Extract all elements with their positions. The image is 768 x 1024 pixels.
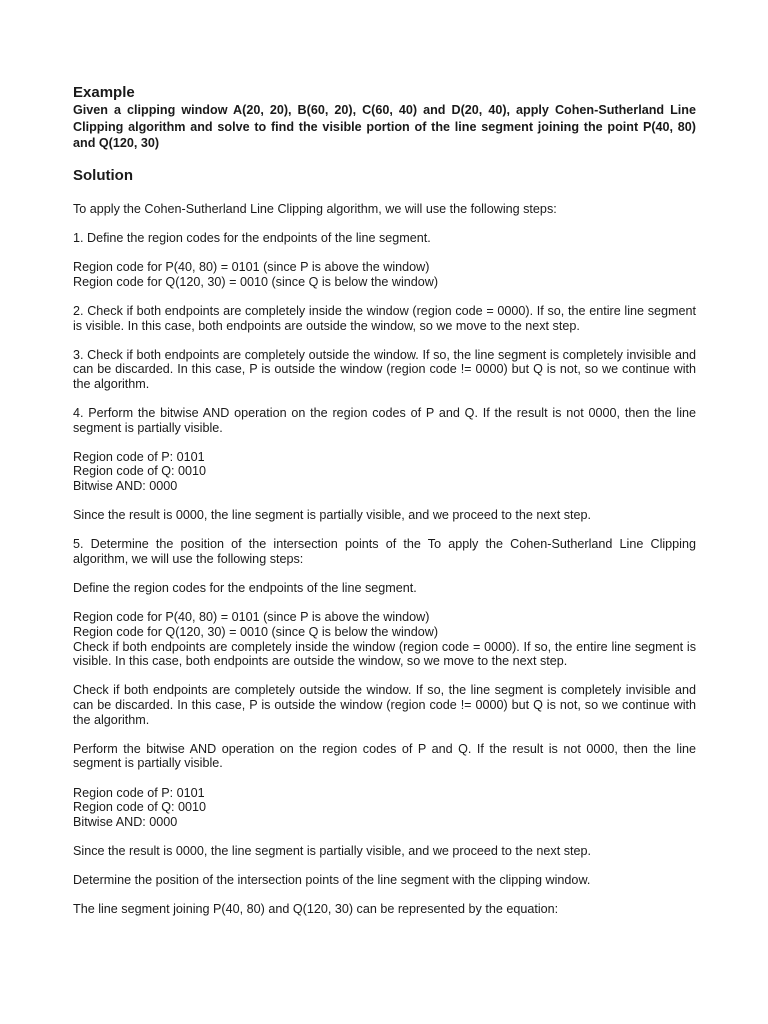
intersection-paragraph: Determine the position of the intersection points of the line segment with the clipping window. xyxy=(73,873,591,888)
bitwise-block xyxy=(73,450,696,494)
region-code-q-line: Region code for Q(120, 30) = 0010 (since Q is below the window) xyxy=(73,274,439,289)
region-code-of-p-line: Region code of P: 0101 xyxy=(73,449,205,464)
solution-heading: Solution xyxy=(73,166,133,184)
result-paragraph: Since the result is 0000, the line segment is partially visible, and we proceed to the next step. xyxy=(73,508,592,523)
equation-intro-paragraph: The line segment joining P(40, 80) and Q(120, 30) can be represented by the equation: xyxy=(73,902,559,917)
check-outside-paragraph: Check if both endpoints are completely outside the window. If so, the line segment is completely invisible and can be discarded. In this case, P is outside the window (region code != 0000) but Q is not, so we continue with the algorithm. xyxy=(73,683,696,727)
step-4-paragraph: 4. Perform the bitwise AND operation on the region codes of P and Q. If the result is not 0000, then the line segment is partially visible. xyxy=(73,406,696,435)
region-code-p-line: Region code for P(40, 80) = 0101 (since P is above the window) xyxy=(73,260,430,275)
region-codes-block-repeat xyxy=(73,610,696,668)
bitwise-block-repeat xyxy=(73,786,696,830)
region-code-of-q-line-repeat: Region code of Q: 0010 xyxy=(73,800,207,815)
check-inside-paragraph: Check if both endpoints are completely inside the window (region code = 0000). If so, the entire line segment is visible. In this case, both endpoints are outside the window, so we move to the next step. xyxy=(73,639,696,669)
intro-paragraph: To apply the Cohen-Sutherland Line Clipping algorithm, we will use the following steps: xyxy=(73,201,557,216)
step-5-paragraph: 5. Determine the position of the intersection points of the To apply the Cohen-Sutherland Line Clipping algorithm, we will use the following steps: xyxy=(73,537,696,567)
region-code-of-p-line-repeat: Region code of P: 0101 xyxy=(73,785,205,800)
step-2-paragraph: 2. Check if both endpoints are completely inside the window (region code = 0000). If so, the entire line segment is visible. In this case, both endpoints are outside the window, so we move to the next step. xyxy=(73,303,696,333)
result-paragraph-repeat: Since the result is 0000, the line segment is partially visible, and we proceed to the next step. xyxy=(73,843,592,858)
document-content xyxy=(73,84,696,917)
example-heading: Example xyxy=(73,84,135,101)
bitwise-and-line-repeat: Bitwise AND: 0000 xyxy=(73,814,178,829)
step-1-paragraph: 1. Define the region codes for the endpoints of the line segment. xyxy=(73,230,431,245)
region-code-q-line-repeat: Region code for Q(120, 30) = 0010 (since Q is below the window) xyxy=(73,625,439,639)
bitwise-and-paragraph: Perform the bitwise AND operation on the region codes of P and Q. If the result is not 0000, then the line segment is partially visible. xyxy=(73,741,696,771)
bitwise-and-line: Bitwise AND: 0000 xyxy=(73,479,178,494)
region-code-p-line-repeat: Region code for P(40, 80) = 0101 (since P is above the window) xyxy=(73,610,430,625)
define-region-codes-paragraph: Define the region codes for the endpoints of the line segment. xyxy=(73,581,417,596)
problem-statement: Given a clipping window A(20, 20), B(60, 20), C(60, 40) and D(20, 40), apply Cohen-Sutherland Line Clipping algorithm and solve to find the visible portion of the line segment joining the point P(40, 80) and Q(120, 30) xyxy=(73,103,696,151)
step-3-paragraph: 3. Check if both endpoints are completely outside the window. If so, the line segment is completely invisible and can be discarded. In this case, P is outside the window (region code != 0000) but Q is not, so we continue with the algorithm. xyxy=(73,347,696,391)
region-codes-block xyxy=(73,260,696,289)
region-code-of-q-line: Region code of Q: 0010 xyxy=(73,464,207,479)
